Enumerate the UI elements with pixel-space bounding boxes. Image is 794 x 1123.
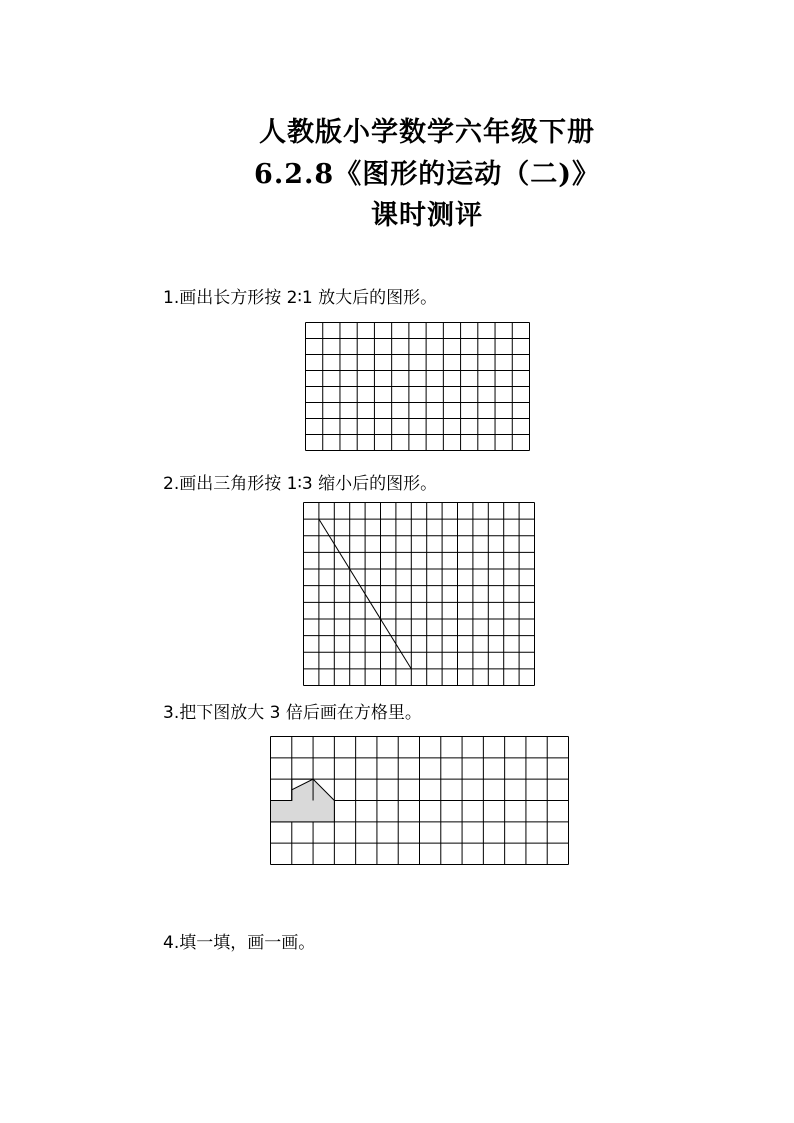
question-4-text: 4.填一填，画一画。	[163, 933, 316, 953]
question-2-grid[interactable]	[303, 502, 535, 686]
house-shape	[271, 779, 335, 822]
question-3-grid[interactable]	[270, 736, 569, 865]
question-1-text: 1.画出长方形按 2∶1 放大后的图形。	[163, 288, 438, 308]
question-1-grid[interactable]	[305, 322, 530, 451]
question-2-text: 2.画出三角形按 1∶3 缩小后的图形。	[163, 474, 438, 494]
page-title-line2: 6.2.8《图形的运动（二)》	[254, 159, 600, 190]
question-3-text: 3.把下图放大 3 倍后画在方格里。	[163, 703, 422, 723]
page-title-line3: 课时测评	[371, 200, 483, 231]
page-title-line1: 人教版小学数学六年级下册	[259, 117, 595, 148]
